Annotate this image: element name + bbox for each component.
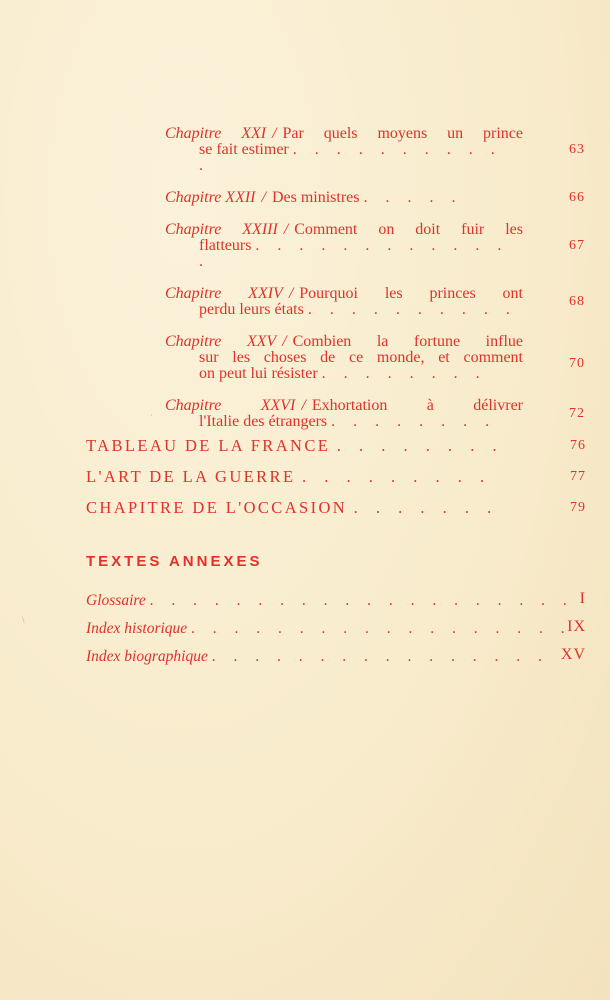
chapter-title-line1: Par quels moyens un prince bbox=[282, 125, 523, 142]
annex-title: Index biographique bbox=[86, 648, 208, 665]
chapter-title-line1: Pourquoi les princes ont bbox=[299, 285, 523, 302]
section-entry-occasion[interactable] bbox=[86, 498, 586, 529]
leader-dots: . . . . . . . bbox=[353, 498, 499, 517]
paper-speck: \ bbox=[22, 615, 25, 625]
page-number: 63 bbox=[569, 142, 585, 157]
chapter-title-line2: l'Italie des étrangers bbox=[199, 413, 328, 430]
chapter-entry-xxv[interactable]: Chapitre XXV / Combien la fortune influe sur les choses de ce monde, et comment on peut lui résister . . . . . . . . 70 bbox=[165, 333, 585, 382]
chapter-title-line1: Exhortation à délivrer bbox=[311, 397, 524, 414]
section-title: CHAPITRE DE L'OCCASION bbox=[86, 498, 348, 517]
leader-dots: . . . . . . . . . bbox=[301, 467, 492, 486]
chapter-entry-xxi[interactable]: Chapitre XXI / Par quels moyens un prince se fait estimer . . . . . . . . . . . 63 bbox=[165, 125, 585, 174]
chapter-label: Chapitre XXI bbox=[165, 125, 267, 142]
page-number: 66 bbox=[569, 190, 585, 205]
chapter-label: Chapitre XXIV bbox=[165, 285, 283, 302]
page-number: 72 bbox=[569, 406, 585, 421]
chapter-title: Des ministres bbox=[271, 189, 360, 206]
page-number: IX bbox=[567, 618, 586, 635]
page-number: I bbox=[579, 590, 586, 607]
section-entry-tableau[interactable] bbox=[86, 436, 586, 467]
annex-title: Index historique bbox=[86, 620, 188, 637]
chapter-entry-xxiv[interactable]: Chapitre XXIV / Pourquoi les princes ont perdu leurs états . . . . . . . . . . 68 bbox=[165, 285, 585, 318]
section-title: L'ART DE LA GUERRE bbox=[86, 467, 296, 486]
chapter-title-line1: Comment on doit fuir les bbox=[294, 221, 523, 238]
chapter-title-line2: se fait estimer bbox=[199, 141, 289, 158]
section-list bbox=[86, 436, 586, 529]
leader-dots: . . . . . . . . . . . . . . . . bbox=[211, 648, 549, 665]
leader-dots: . . . . . . . . bbox=[331, 413, 497, 430]
leader-dots: . . . . . . . . . . . bbox=[199, 141, 502, 174]
chapter-entry-xxii[interactable]: Chapitre XXII / Des ministres . . . . . 66 bbox=[165, 189, 585, 206]
paper-speck: · bbox=[150, 410, 153, 420]
leader-dots: . . . . . . . . . . . . . . . . . . . . bbox=[149, 592, 574, 609]
annex-entry-glossaire[interactable] bbox=[86, 592, 586, 620]
chapter-entry-xxiii[interactable]: Chapitre XXIII / Comment on doit fuir les flatteurs . . . . . . . . . . . . . 67 bbox=[165, 221, 585, 270]
page-number: 76 bbox=[570, 438, 586, 453]
page-number: 77 bbox=[570, 469, 586, 484]
page-number: 79 bbox=[570, 500, 586, 515]
chapter-entry-xxvi[interactable]: Chapitre XXVI / Exhortation à délivrer l'Italie des étrangers . . . . . . . . 72 bbox=[165, 397, 585, 430]
section-entry-art-de-la-guerre[interactable] bbox=[86, 467, 586, 498]
chapter-title-line2: perdu leurs états bbox=[199, 301, 304, 318]
annexes-heading: TEXTES ANNEXES bbox=[86, 553, 263, 570]
leader-dots: . . . . . bbox=[363, 189, 463, 206]
leader-dots: . . . . . . . . . . . . . bbox=[199, 237, 509, 270]
leader-dots: . . . . . . . . bbox=[336, 436, 504, 455]
page-number: 70 bbox=[569, 356, 585, 371]
chapter-title-line1: Combien la fortune influe bbox=[292, 333, 523, 350]
chapter-label: Chapitre XXIII bbox=[165, 221, 278, 238]
chapter-title-line2: flatteurs bbox=[199, 237, 252, 254]
annex-list bbox=[86, 592, 586, 676]
annex-entry-index-historique[interactable] bbox=[86, 620, 586, 648]
leader-dots: . . . . . . . . bbox=[321, 365, 487, 382]
chapter-title-line3: on peut lui résister bbox=[199, 365, 318, 382]
chapter-label: Chapitre XXVI bbox=[165, 397, 296, 414]
annex-title: Glossaire bbox=[86, 592, 146, 609]
leader-dots: . . . . . . . . . . bbox=[307, 301, 517, 318]
chapter-list bbox=[165, 126, 585, 446]
page-number: 67 bbox=[569, 238, 585, 253]
leader-dots: . . . . . . . . . . . . . . . . . . bbox=[191, 620, 572, 637]
chapter-label: Chapitre XXII bbox=[165, 189, 256, 206]
chapter-title-line2: sur les choses de ce monde, et comment bbox=[199, 349, 523, 366]
page-number: 68 bbox=[569, 294, 585, 309]
annex-entry-index-biographique[interactable] bbox=[86, 648, 586, 676]
page-number: XV bbox=[560, 646, 586, 663]
section-title: TABLEAU DE LA FRANCE bbox=[86, 436, 331, 455]
chapter-label: Chapitre XXV bbox=[165, 333, 277, 350]
